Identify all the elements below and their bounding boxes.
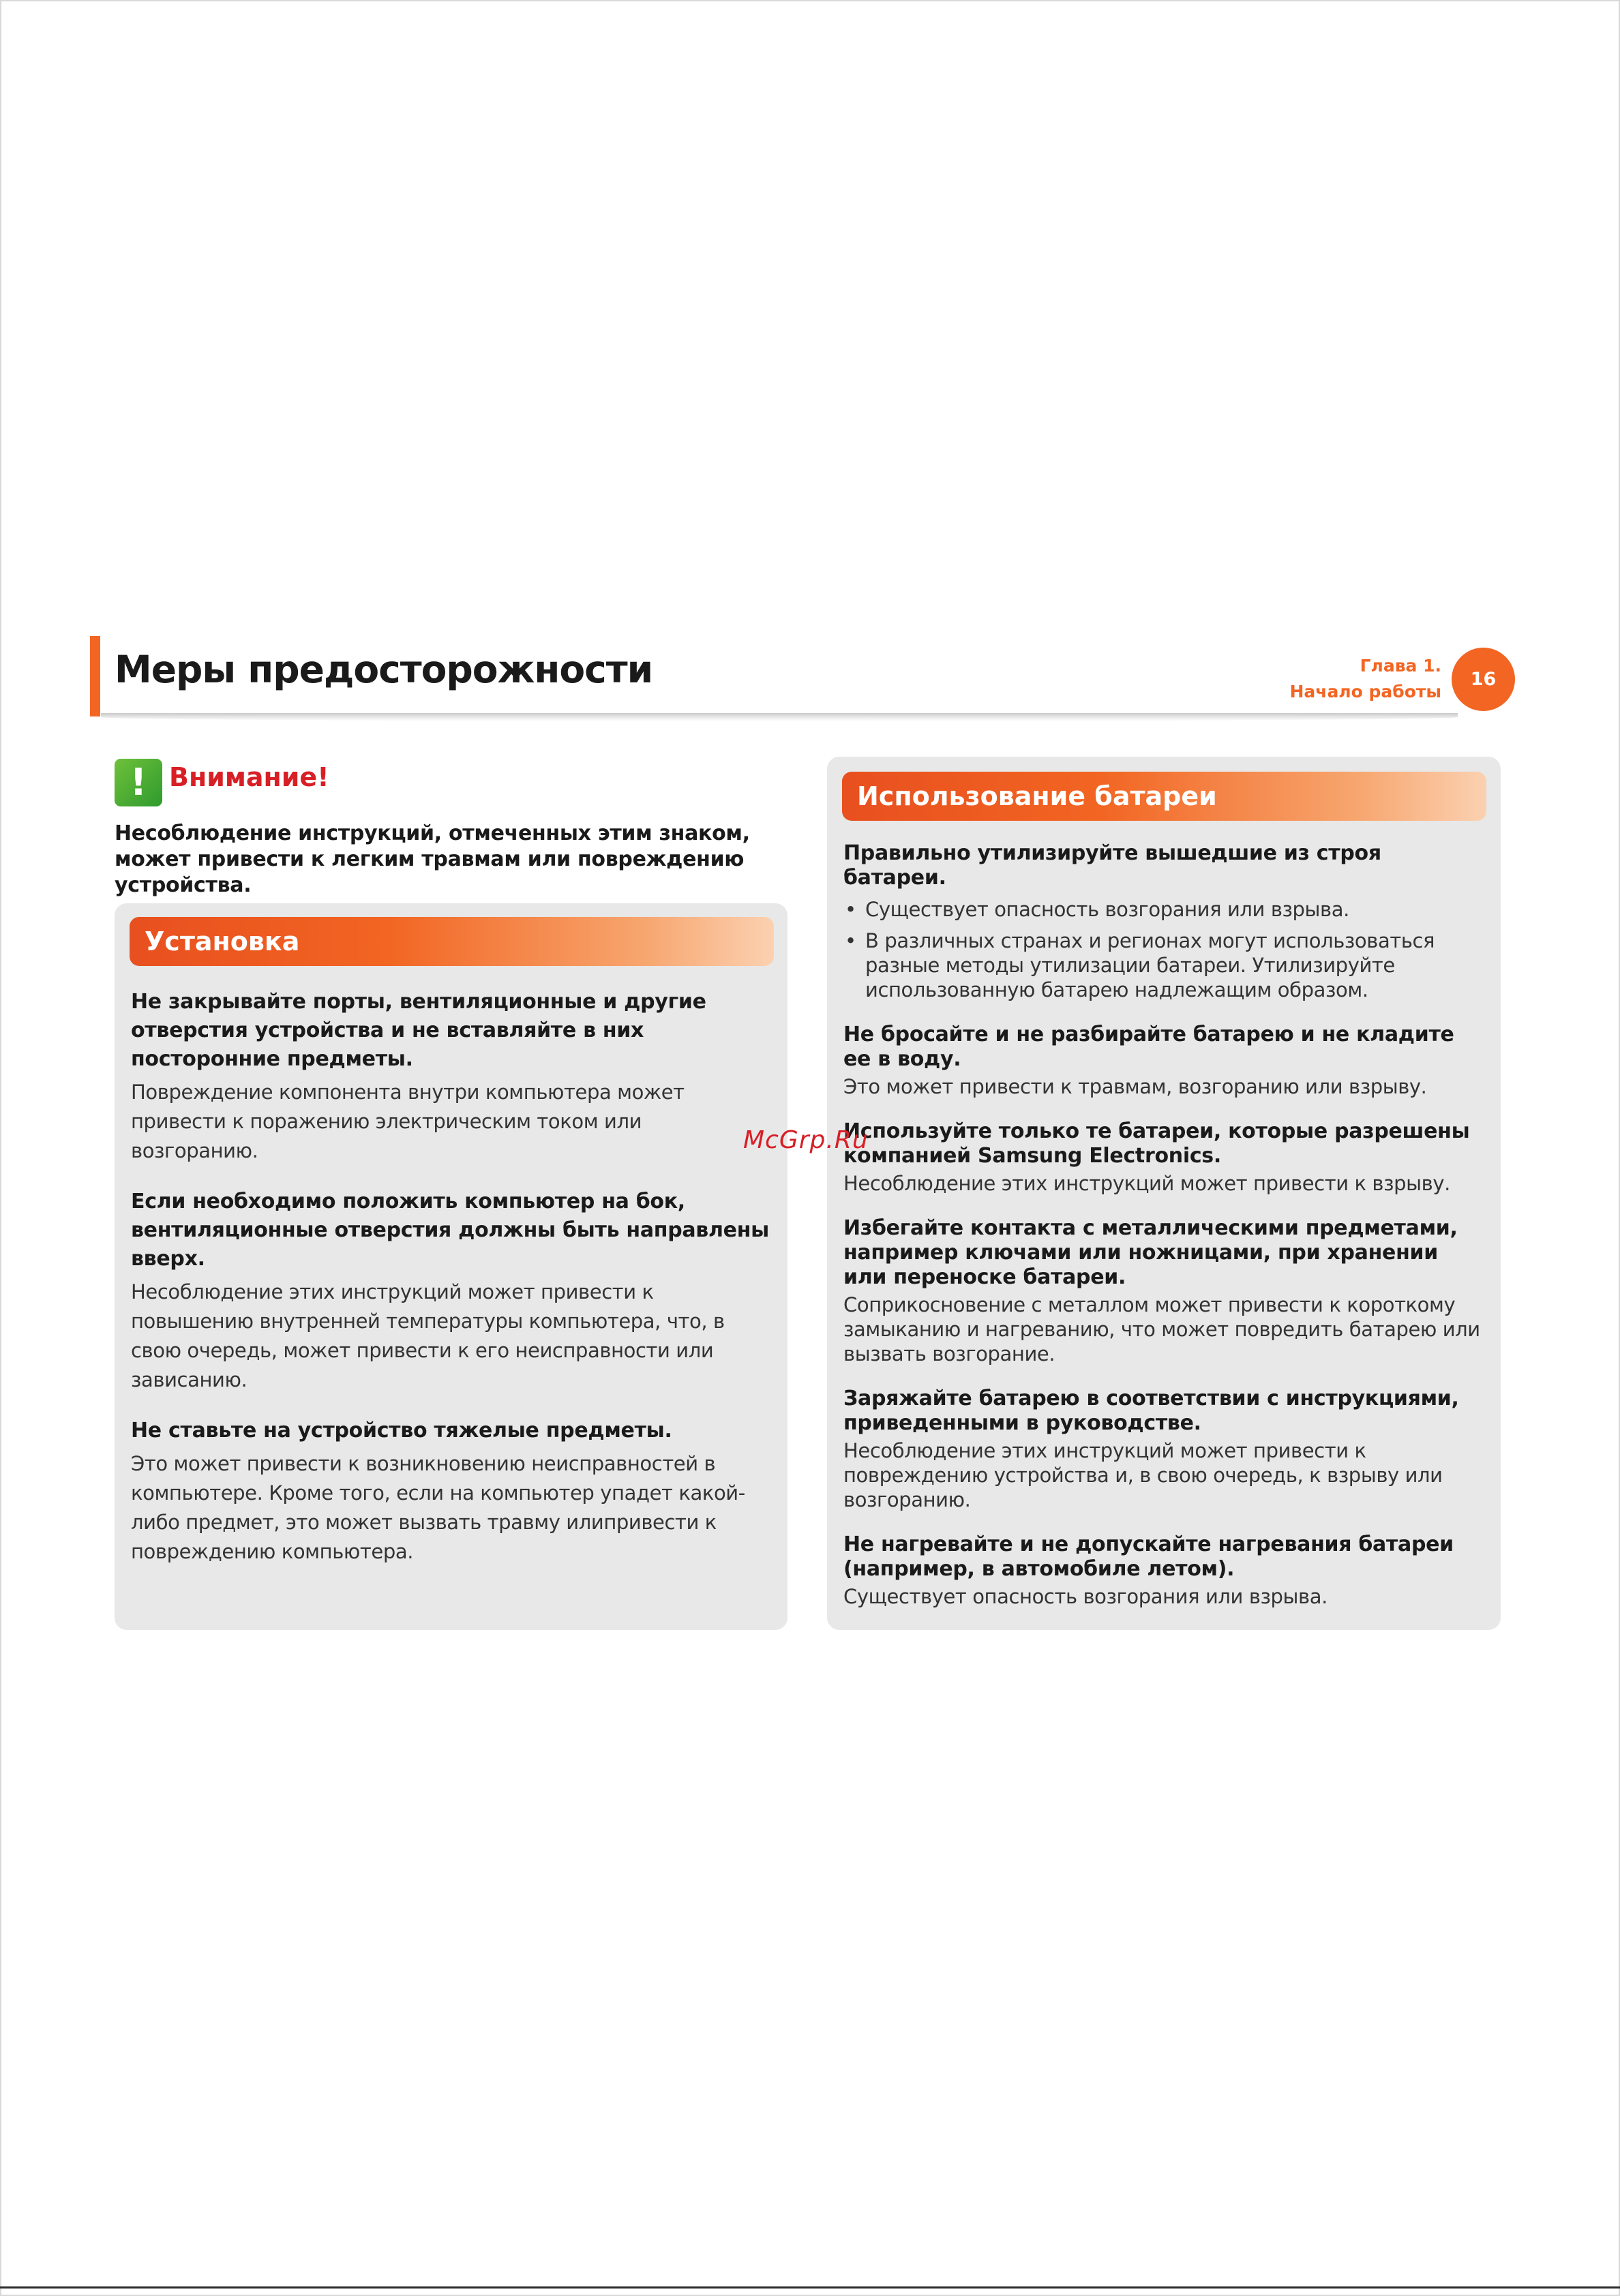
installation-item-body: Это может привести к возникновению неисправностей в компьютере. Кроме того, если на компьютер упадет какой-либо предмет, это может вызвать травму илипривести к повреждению компьютера.: [131, 1452, 745, 1563]
bullet-icon: •: [845, 898, 856, 921]
battery-item-title: Заряжайте батарею в соответствии с инструкциями, приведенными в руководстве.: [843, 1387, 1459, 1435]
caution-text: Несоблюдение инструкций, отмеченных этим знаком, может привести к легким травмам или повреждению устройства.: [115, 821, 750, 897]
installation-item-title: Не закрывайте порты, вентиляционные и другие отверстия устройства и не вставляйте в них посторонние предметы.: [131, 990, 706, 1071]
chapter-title: Начало работы: [1289, 682, 1441, 701]
battery-item: [843, 1216, 1484, 1366]
caution-icon: !: [115, 759, 162, 806]
battery-item-title: Используйте только те батареи, которые разрешены компанией Samsung Electronics.: [843, 1119, 1470, 1168]
bullet-icon: •: [845, 929, 856, 952]
battery-blocks: [843, 841, 1484, 1629]
battery-item-body: Несоблюдение этих инструкций может привести к повреждению устройства и, в свою очередь, к взрыву или возгоранию.: [843, 1439, 1443, 1511]
installation-item: [131, 1188, 772, 1395]
battery-panel: [827, 757, 1501, 1630]
battery-bullet-list: [843, 897, 1484, 1002]
bullet-item: [843, 897, 1484, 922]
battery-item-title: Не нагревайте и не допускайте нагревания батареи (например, в автомобиле летом).: [843, 1532, 1454, 1581]
bullet-text: В различных странах и регионах могут использоваться разные методы утилизации батареи. Утилизируйте использованную батарею надлежащим образом.: [865, 929, 1435, 1001]
battery-section-header: Использование батареи: [842, 772, 1486, 821]
installation-item: [131, 1417, 772, 1567]
installation-item-body: Несоблюдение этих инструкций может привести к повышению внутренней температуры компьютера, что, в свою очередь, может привести к его неисправности или зависанию.: [131, 1280, 725, 1391]
battery-item-body: Существует опасность возгорания или взрыва.: [843, 1585, 1328, 1608]
chapter-number: Глава 1.: [1360, 656, 1441, 676]
bullet-item: [843, 928, 1484, 1002]
battery-item: [843, 841, 1484, 1002]
watermark-text: McGrp.Ru: [743, 1126, 869, 1154]
installation-section-header: Установка: [130, 917, 774, 966]
battery-item: [843, 1023, 1484, 1099]
caution-title: Внимание!: [169, 762, 329, 792]
installation-blocks: [131, 988, 772, 1588]
page-title: Меры предосторожности: [115, 648, 653, 691]
battery-item-body: Соприкосновение с металлом может привести к короткому замыканию и нагреванию, что может повредить батарею или вызвать возгорание.: [843, 1293, 1480, 1365]
page-number-badge: 16: [1452, 648, 1515, 711]
bottom-border-line: [0, 2286, 1620, 2289]
title-accent-bar: [90, 636, 100, 716]
installation-item-title: Если необходимо положить компьютер на бок, вентиляционные отверстия должны быть направлены вверх.: [131, 1190, 769, 1271]
battery-item-body: Это может привести к травмам, возгоранию или взрыву.: [843, 1075, 1427, 1098]
installation-item: [131, 988, 772, 1166]
battery-item: [843, 1119, 1484, 1196]
battery-item-body: Несоблюдение этих инструкций может привести к взрыву.: [843, 1172, 1450, 1195]
installation-item-body: Повреждение компонента внутри компьютера может привести к поражению электрическим током или возгоранию.: [131, 1081, 685, 1162]
chapter-label: [1289, 653, 1441, 705]
battery-item-title: Избегайте контакта с металлическими предметами, например ключами или ножницами, при хранении или переноске батареи.: [843, 1216, 1458, 1289]
battery-item-title: Правильно утилизируйте вышедшие из строя батареи.: [843, 841, 1381, 890]
battery-item: [843, 1532, 1484, 1609]
battery-item: [843, 1387, 1484, 1512]
header-divider: [101, 713, 1458, 721]
installation-item-title: Не ставьте на устройство тяжелые предметы.: [131, 1419, 672, 1442]
installation-panel: [115, 903, 787, 1630]
battery-item-title: Не бросайте и не разбирайте батарею и не кладите ее в воду.: [843, 1023, 1454, 1071]
bullet-text: Существует опасность возгорания или взрыва.: [865, 898, 1349, 921]
